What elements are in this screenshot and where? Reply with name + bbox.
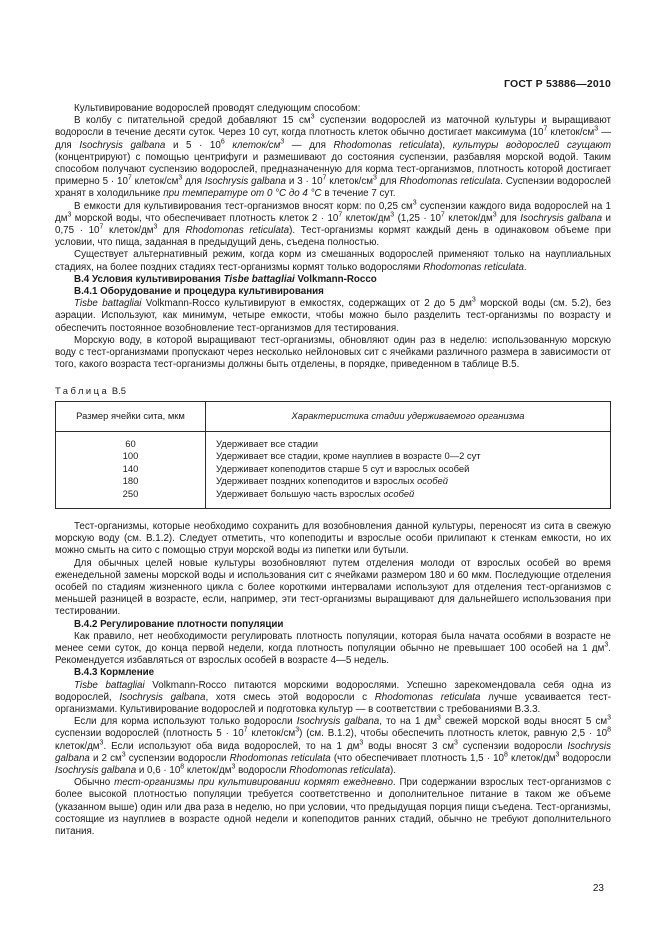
cell-sieve-size: 250 (56, 488, 206, 509)
table-block (55, 385, 611, 508)
cell-sieve-size: 100 (56, 450, 206, 462)
cell-stage-description: Удерживает копеподитов старше 5 сут и взрослых особей (206, 463, 611, 475)
heading-b4-3: В.4.3 Кормление (74, 667, 155, 679)
paragraph-feeding-density: В емкости для культивирования тест-организмов вносят корм: по 0,25 $см^3$ суспензии каждого вида водорослей на 1 $дм^3$ морской воды, что обеспечивает плотность клеток $2 \cdot 10^7$ клеток/$дм^3$ ($1,25 \cdot 10^7$ клеток/$дм^3$ для Isochrysis galbana и $0,75 \cdot 10^7$ клеток/$дм^3$ для Rhodomonas reticulata). Тест-организмы кормят каждый день в одинаковом объеме при условии, что пища, заданная в предыдущий день, съедена полностью. (55, 199, 612, 249)
heading-b4: В.4 Условия культивирования Tisbe battagliai Volkmann-Rocco (74, 273, 377, 285)
sieve-size-table (55, 401, 611, 508)
table-row (56, 488, 611, 509)
table-header-row (56, 402, 611, 431)
table-caption-number: В.5 (111, 385, 126, 397)
paragraph-feeding-doses: Если для корма используют только водоросли Isochrysis galbana, то на 1 $дм^3$ свежей морской воды вносят 5 $см^3$ суспензии водорослей (плотность $5 \cdot 10^7$ клеток/$см^3$) (см. В.1.2), чтобы обеспечить плотность клеток, равную $2,5 \cdot 10^8$ клеток/$дм^3$. Если используют оба вида водорослей, то на 1 $дм^3$ воды вносят 3 $см^3$ суспензии водоросли Isochrysis galbana и 2 $см^3$ суспензии водоросли Rhodomonas reticulata (что обеспечивает плотность $1,5 \cdot 10^8$ клеток/$дм^3$ водоросли Isochrysis galbana и $0,6 \cdot 10^8$ клеток/$дм^3$ водоросли Rhodomonas reticulata). (55, 714, 611, 776)
paragraph-alternative-regime: Существует альтернативный режим, когда корм из смешанных водорослей применяют только на науплиальных стадиях, на более поздних стадиях тест-организмы кормят только водорослями Rhodomonas reticulata. (55, 249, 611, 273)
paragraph-feeding-intro: Tisbe battagliai Volkmann-Rocco питаются морскими водорослями. Успешно зарекомендовала себя одна из водорослей, Isochrysis galbana, хотя смесь этой водоросли с Rhodomonas reticulata лучше усваивается тест-организмами. Культивирование водорослей и подготовка культур — в соответствии с требованиями В.3.3. (55, 679, 612, 715)
paragraph-intro: Культивирование водорослей проводят следующим способом: (74, 103, 361, 114)
table-row (56, 463, 611, 475)
body-text (55, 103, 611, 838)
doc-number-header: ГОСТ Р 53886—2010 (503, 78, 611, 90)
paragraph-separation: Для обычных целей новые культуры возобновляют путем отделения молоди от взрослых особей во время еженедельной замены морской воды и использования сит с ячейками размером 180 и 60 мкм. Последующие отделения особей по стадиям жизненного цикла с более короткими интервалами используют для отделения тест-организмов с меньшей разницей в возрасте, если, например, эти тест-организмы выращивают для дальнейшего использования при тестировании. (55, 557, 611, 618)
table-row (56, 450, 611, 462)
cell-stage-description: Удерживает все стадии, кроме науплиев в возрасте 0—2 сут (206, 450, 611, 462)
paragraph-water-renewal: Морскую воду, в которой выращивают тест-организмы, обновляют один раз в неделю: использованную морскую воду с тест-организмами пропускают через несколько нейлоновых сит с ячейками различного размера в зависимости от того, какого возраста тест-организмы должны быть отделены, в порядке, приведенном в таблице В.5. (55, 334, 611, 371)
table-caption-word: Таблица (55, 385, 110, 397)
table-row (56, 475, 611, 487)
table-row (56, 431, 611, 450)
table-caption (55, 385, 611, 396)
cell-stage-description: Удерживает поздних копеподитов и взрослых особей (206, 475, 611, 487)
cell-sieve-size: 60 (56, 431, 206, 450)
paragraph-culture-renewal: Тест-организмы, которые необходимо сохранить для возобновления данной культуры, переносят из сита в свежую морскую воду (см. В.1.2). Следует отметить, что копеподиты и взрослые особи прилипают к стенкам емкости, но их можно смыть на сито с помощью струи морской воды из пипетки или бутыли. (55, 520, 611, 557)
cell-stage-description: Удерживает большую часть взрослых особей (206, 488, 611, 509)
page-number: 23 (592, 883, 604, 894)
paragraph-population-density: Как правило, нет необходимости регулировать плотность популяции, которая была начата особями в возрасте не менее семи суток, до конца первой недели, когда плотность популяции обычно не превышает 100 особей на 1 $дм^3$. Рекомендуется избавляться от взрослых особей в возрасте 4—5 недель. (55, 630, 611, 667)
table-header-size: Размер ячейки сита, мкм (56, 402, 206, 431)
cell-sieve-size: 140 (56, 463, 206, 475)
table-header-characteristic: Характеристика стадии удерживаемого организма (206, 402, 611, 431)
cell-sieve-size: 180 (56, 475, 206, 487)
paragraph-equipment: Tisbe battagliai Volkmann-Rocco культивируют в емкостях, содержащих от 2 до 5 $дм^3$ морской воды (см. 5.2), без аэрации. Используют, как минимум, четыре емкости, чтобы можно было разделить тест-организмы по возрасту и обеспечить постоянное возобновление тест-организмов для тестирования. (55, 296, 611, 334)
paragraph-feeding-schedule: Обычно тест-организмы при культивировании кормят ежедневно. При содержании взрослых тест-организмов с более высокой плотностью популяции требуется соответственно и дополнительное питание в таком же объеме (указанном выше) один или два раза в неделю, но при условии, что предыдущая порция пищи съедена. Тест-организмы, состоящие из науплиев в возрасте одной недели и копеподитов ранних стадий, обычно не требуют дополнительного питания. (55, 777, 612, 837)
heading-b4-2: В.4.2 Регулирование плотности популяции (74, 618, 284, 630)
heading-b4-1: В.4.1 Оборудование и процедура культивирования (74, 286, 324, 298)
cell-stage-description: Удерживает все стадии (206, 431, 611, 450)
paragraph-algae-cultivation: В колбу с питательной средой добавляют 15 $см^3$ суспензии водорослей из маточной культуры и выращивают водоросли в течение десяти суток. Через 10 сут, когда плотность клеток обычно достигает максимума ($10^7$ клеток/$см^3$ — для Isochrysis galbana и $5 \cdot 10^6$ клеток/$см^3$ — для Rhodomonas reticulata), культуры водорослей сгущают (концентрируют) с помощью центрифуги и размешивают до состояния суспензии, разбавляя морской водой. Таким способом получают суспензию водорослей, предназначенную для корма тест-организмов, плотность которой достигает примерно $5 \cdot 10^7$ клеток/$см^3$ для Isochrysis galbana и $3 \cdot 10^7$ клеток/$см^3$ для Rhodomonas reticulata. Суспензии водорослей хранят в холодильнике при температуре от 0 °С до 4 °С в течение 7 сут. (55, 113, 612, 200)
